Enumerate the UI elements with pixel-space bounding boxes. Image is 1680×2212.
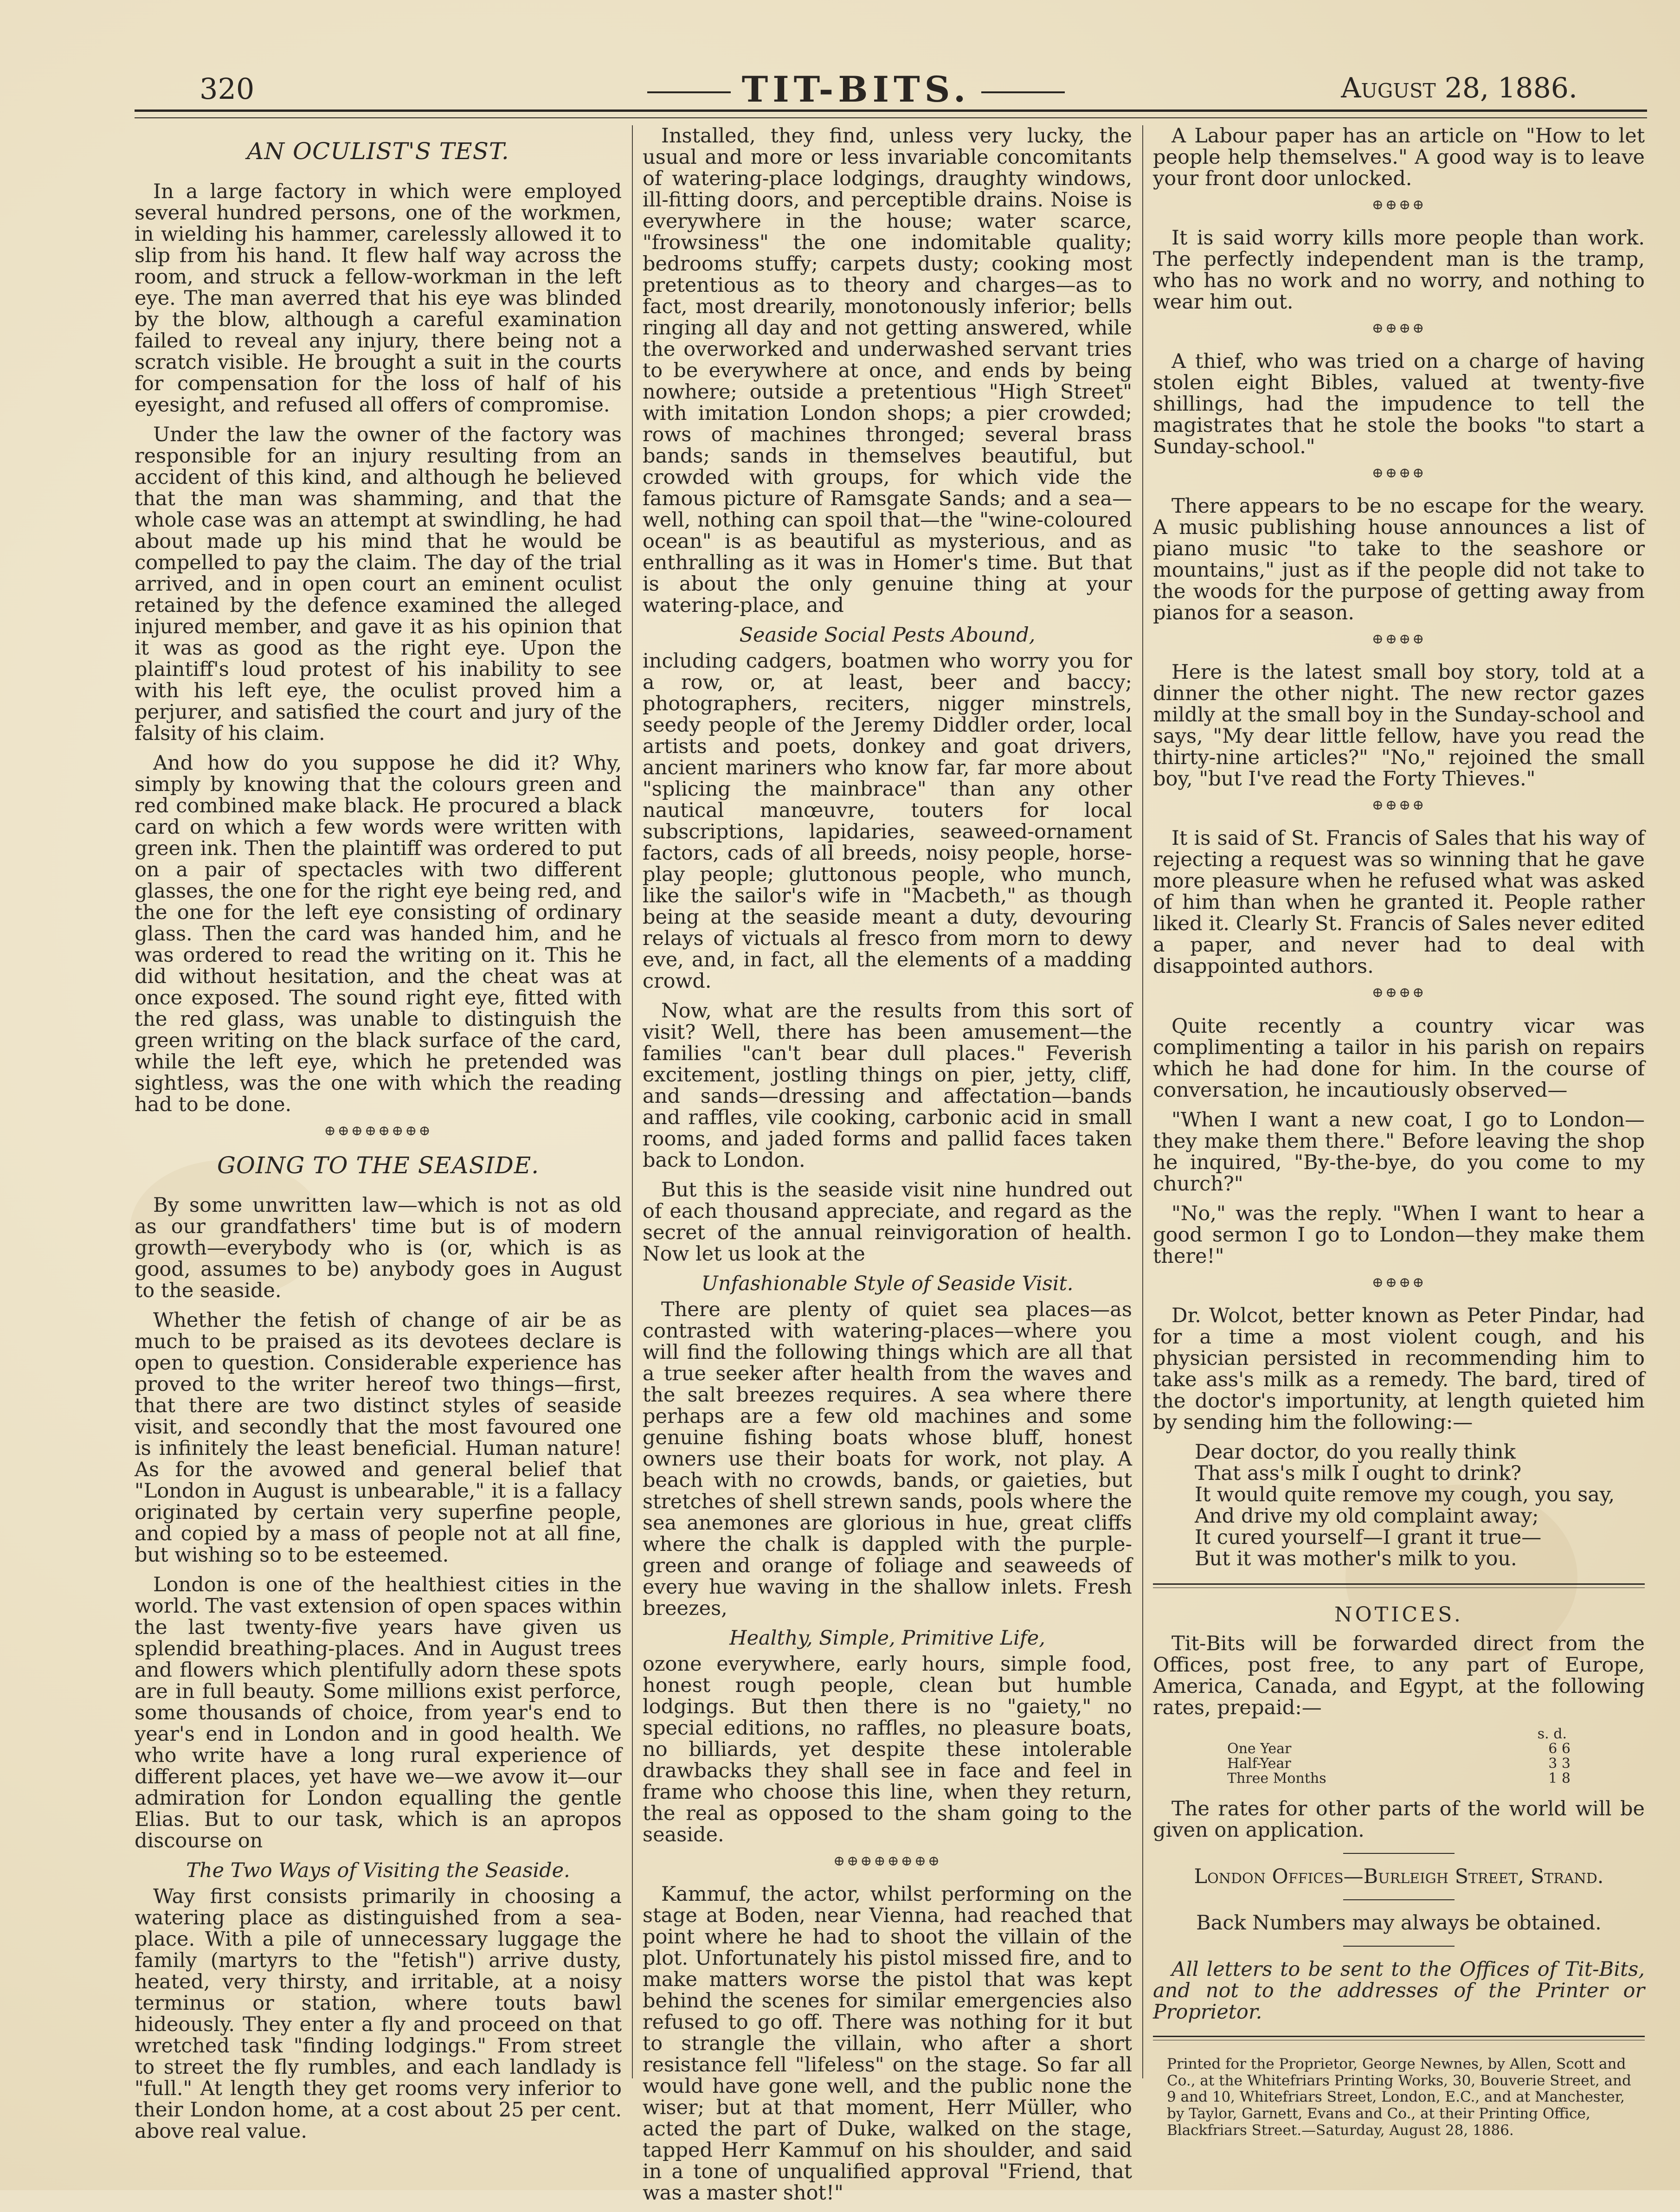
paragraph: Here is the latest small boy story, told at a dinner the other night. The new rector gazes mildly at the small boy in the Sunday-school and says, "My dear little fellow, have you read the thirty-nine articles?" "No," rejoined the small boy, "but I've read the Forty Thieves.": [1153, 661, 1645, 791]
ornament-divider: ⊕⊕⊕⊕: [1371, 1274, 1426, 1291]
article-title: AN OCULIST'S TEST.: [247, 138, 509, 165]
rate-value: 3 3: [1548, 1755, 1571, 1772]
paragraph: There are plenty of quiet sea places—as contrasted with watering-places—where you will find the following things which are all that a true seeker after health from the waves and the salt breezes requires. A sea where there perhaps are a few old machines and some genuine fishing boats whose bluff, honest owners use their boats for work, not play. A beach with no crowds, bands, or gaieties, but stretches of shell strewn sands, pools where the sea anemones are glorious in hue, great cliffs where the chalk is dappled with the purple-green and orange of foliage and seaweeds of every hue waving in the shallow inlets. Fresh breezes,: [643, 1298, 1132, 1620]
subheading: Healthy, Simple, Primitive Life,: [729, 1627, 1045, 1650]
column-1: [135, 125, 622, 2150]
paragraph: Quite recently a country vicar was complimenting a tailor in his parish on repairs which he had done for him. In the course of conversation, he incautiously observed—: [1153, 1014, 1645, 1102]
ornament-divider: ⊕⊕⊕⊕: [1371, 797, 1426, 814]
paragraph: A thief, who was tried on a charge of having stolen eight Bibles, valued at twenty-five shillings, had the impudence to tell the magistrates that he stole the books "to start a Sunday-school.": [1153, 350, 1645, 459]
notices-back-numbers: Back Numbers may always be obtained.: [1196, 1911, 1602, 1935]
issue-date: August 28, 1886.: [1341, 72, 1577, 104]
printer-imprint: Printed for the Proprietor, George Newnes, by Allen, Scott and Co., at the Whitefriars Printing Works, 30, Bouverie Street, and 9 and 10, Whitefriars Street, London, E.C., and at Manchester, by Taylor, Garnett, Evans and Co., at their Printing Office, Blackfriars Street.—Saturday, August 28, 1886.: [1167, 2056, 1631, 2139]
short-rule: [1343, 1853, 1455, 1854]
rates-table: [1227, 1727, 1571, 1786]
paragraph: By some unwritten law—which is not as old as our grandfathers' time but is of modern growth—everybody who is (or, which is as good, assumes to be) anybody goes in August to the seaside.: [135, 1194, 622, 1303]
paragraph: It is said of St. Francis of Sales that his way of rejecting a request was so winning that he gave more pleasure when he refused what was asked of him than when he granted it. People rather liked it. Clearly St. Francis of Sales never edited a paper, and never had to deal with disappointed authors.: [1153, 827, 1645, 978]
poem-line: And drive my old complaint away;: [1195, 1504, 1539, 1528]
column-rule: [632, 125, 633, 2078]
subheading: The Two Ways of Visiting the Seaside.: [186, 1859, 570, 1883]
article-title: GOING TO THE SEASIDE.: [217, 1151, 540, 1179]
rate-value: 1 8: [1548, 1770, 1571, 1787]
notices-other-rates: The rates for other parts of the world will be given on application.: [1153, 1797, 1645, 1842]
notices-offices: London Offices—Burleigh Street, Strand.: [1194, 1865, 1604, 1889]
rates-header: s. d.: [1537, 1725, 1567, 1742]
page-number: 320: [200, 72, 255, 106]
title-dash: [647, 91, 731, 93]
section-rule: [1153, 1583, 1645, 1588]
short-rule: [1343, 1946, 1455, 1947]
ornament-divider: ⊕⊕⊕⊕⊕⊕⊕⊕: [833, 1853, 942, 1869]
rate-value: 6 6: [1548, 1740, 1571, 1757]
masthead-title: TIT-BITS.: [741, 69, 971, 110]
ornament-divider: ⊕⊕⊕⊕: [1371, 465, 1426, 482]
paragraph: It is said worry kills more people than work. The perfectly independent man is the tramp, who has no work and no worry, and nothing to wear him out.: [1153, 226, 1645, 314]
paragraph: Whether the fetish of change of air be as much to be praised as its devotees declare is open to question. Considerable experience has proved to the writer hereof two things—first, that there are two distinct styles of seaside visit, and secondly that the most favoured one is infinitely the least beneficial. Human nature! As for the avowed and general belief that "London in August is unbearable," it is a fallacy originated by certain very superfine people, and copied by a mass of people not at all fine, but wishing so to be esteemed.: [135, 1309, 622, 1567]
ornament-divider: ⊕⊕⊕⊕: [1371, 631, 1426, 648]
paragraph: "When I want a new coat, I go to London—they make them there." Before leaving the shop he inquired, "By-the-bye, do you come to my church?": [1153, 1108, 1645, 1196]
short-rule: [1343, 1899, 1455, 1900]
column-3: [1153, 125, 1645, 2147]
paragraph: including cadgers, boatmen who worry you for a row, or, at least, beer and baccy; photographers, reciters, nigger minstrels, seedy people of the Jeremy Diddler order, local artists and poets, donkey and goat drivers, ancient mariners who know far, far more about "splicing the mainbrace" than any other nautical manœuvre, touters for local subscriptions, lapidaries, seaweed-ornament factors, cads of all breeds, noisy people, horse-play people; gluttonous people, who munch, like the sailor's wife in "Macbeth," as though being at the seaside meant a duty, devouring relays of victuals al fresco from morn to dewy eve, and, in fact, all the elements of a madding crowd.: [643, 649, 1132, 993]
notices-title: NOTICES.: [1334, 1602, 1463, 1627]
ornament-divider: ⊕⊕⊕⊕: [1371, 320, 1426, 337]
paragraph: There appears to be no escape for the weary. A music publishing house announces a list of piano music "to take to the seashore or mountains," just as if the people did not take to the woods for the purpose of getting away from pianos for a season.: [1153, 495, 1645, 625]
subheading: Unfashionable Style of Seaside Visit.: [701, 1272, 1074, 1295]
poem: [1195, 1441, 1645, 1569]
column-rule: [1142, 125, 1143, 2078]
paragraph: Under the law the owner of the factory was responsible for an injury resulting from an accident of this kind, and although he believed that the man was shamming, and that the whole case was an attempt at swindling, he had about made up his mind that he would be compelled to pay the claim. The day of the trial arrived, and in open court an eminent oculist retained by the defence examined the alleged injured member, and gave it as his opinion that it was as good as the right eye. Upon the plaintiff's loud protest of his inability to see with his left eye, the oculist proved him a perjurer, and satisfied the court and jury of the falsity of his claim.: [135, 423, 622, 745]
poem-line: It cured yourself—I grant it true—: [1195, 1525, 1542, 1549]
paragraph: Kammuf, the actor, whilst performing on the stage at Boden, near Vienna, had reached that point where he had to shoot the villain of the plot. Unfortunately his pistol missed fire, and to make matters worse the pistol that was kept behind the scenes for similar emergencies also refused to go off. There was nothing for it but to strangle the villain, who after a short resistance fell "lifeless" on the stage. So far all would have gone well, and the public none the wiser; but at that moment, Herr Müller, who acted the part of Duke, walked on the stage, tapped Herr Kammuf on his shoulder, and said in a tone of unqualified approval "Friend, that was a master shot!": [643, 1883, 1132, 2205]
rate-label: Three Months: [1227, 1770, 1326, 1787]
rate-label: Half-Year: [1227, 1755, 1291, 1772]
header-rule: [135, 109, 1647, 118]
paragraph: Way first consists primarily in choosing a watering place as distinguished from a sea-place. With a pile of unnecessary luggage the family (martyrs to the "fetish") arrive dusty, heated, very thirsty, and irritable, at a noisy terminus or station, where touts bawl hideously. They enter a fly and proceed on that wretched task "finding lodgings." From street to street the fly rumbles, and each landlady is "full." At length they get rooms very inferior to their London home, at a cost about 25 per cent. above real value.: [135, 1885, 622, 2143]
section-rule: [1153, 2036, 1645, 2040]
poem-line: Dear doctor, do you really think: [1195, 1440, 1516, 1464]
title-dash: [981, 91, 1065, 93]
column-2: [643, 125, 1132, 2212]
ornament-divider: ⊕⊕⊕⊕: [1371, 197, 1426, 213]
rate-row: [1227, 1756, 1571, 1771]
poem-line: But it was mother's milk to you.: [1195, 1547, 1517, 1570]
paragraph: ozone everywhere, early hours, simple food, honest rough people, clean but humble lodgings. But then there is no "gaiety," no special editions, no raffles, no pleasure boats, no billiards, yet despite these intolerable drawbacks they shall see in face and feel in frame who choose this line, when they return, the real as opposed to the sham going to the seaside.: [643, 1653, 1132, 1846]
page-header: [135, 56, 1577, 110]
notices-letters: All letters to be sent to the Offices of Tit-Bits, and not to the addresses of the Printer or Proprietor.: [1153, 1958, 1645, 2024]
paragraph: Dr. Wolcot, better known as Peter Pindar, had for a time a most violent cough, and his physician persisted in recommending him to take ass's milk as a remedy. The bard, tired of the doctor's importunity, at length quieted him by sending him the following:—: [1153, 1304, 1645, 1434]
paragraph: But this is the seaside visit nine hundred out of each thousand appreciate, and regard as the secret of the annual reinvigoration of health. Now let us look at the: [643, 1178, 1132, 1266]
paragraph: London is one of the healthiest cities in the world. The vast extension of open spaces within the last twenty-five years have given us splendid breathing-places. And in August trees and flowers which plentifully adorn these spots are in full beauty. Some millions exist perforce, some thousands of choice, from year's end to year's end in London and in good health. We who write have a long rural experience of different places, yet have we—we avow it—our admiration for London equalling the gentle Elias. But to our task, which is an apropos discourse on: [135, 1573, 622, 1853]
rate-label: One Year: [1227, 1740, 1292, 1757]
paragraph: "No," was the reply. "When I want to hear a good sermon I go to London—they make them there!": [1153, 1202, 1645, 1268]
ornament-divider: ⊕⊕⊕⊕⊕⊕⊕⊕: [324, 1122, 432, 1139]
poem-line: It would quite remove my cough, you say,: [1195, 1483, 1615, 1506]
paragraph: And how do you suppose he did it? Why, simply by knowing that the colours green and red combined make black. He procured a black card on which a few words were written with green ink. Then the plaintiff was ordered to put on a pair of spectacles with two different glasses, the one for the right eye being red, and the one for the left eye consisting of ordinary glass. Then the card was handed him, and he was ordered to read the writing on it. This he did without hesitation, and the cheat was at once exposed. The sound right eye, fitted with the red glass, was unable to distinguish the green writing on the black surface of the card, while the left eye, which he pretended was sightless, was the one with which the reading had to be done.: [135, 751, 622, 1116]
ornament-divider: ⊕⊕⊕⊕: [1371, 984, 1426, 1001]
paragraph: In a large factory in which were employed several hundred persons, one of the workmen, in wielding his hammer, carelessly allowed it to slip from his hand. It flew half way across the room, and struck a fellow-workman in the left eye. The man averred that his eye was blinded by the blow, although a careful examination failed to reveal any injury, there being not a scratch visible. He brought a suit in the courts for compensation for the loss of half of his eyesight, and refused all offers of compromise.: [135, 180, 622, 417]
rate-row: [1227, 1742, 1571, 1756]
paragraph: Now, what are the results from this sort of visit? Well, there has been amusement—the families "can't bear dull places." Feverish excitement, jostling things on pier, jetty, cliff, and sands—dressing and affectation—bands and raffles, vile cooking, carbonic acid in small rooms, and jaded forms and pallid faces taken back to London.: [643, 999, 1132, 1172]
rate-row: [1227, 1771, 1571, 1786]
notices-intro: Tit-Bits will be forwarded direct from the Offices, post free, to any part of Europe, America, Canada, and Egypt, at the following rates, prepaid:—: [1153, 1632, 1645, 1719]
poem-line: That ass's milk I ought to drink?: [1195, 1461, 1522, 1485]
paragraph: A Labour paper has an article on "How to let people help themselves." A good way is to leave your front door unlocked.: [1153, 124, 1645, 190]
paragraph: Installed, they find, unless very lucky, the usual and more or less invariable concomitants of watering-place lodgings, draughty windows, ill-fitting doors, and perceptible drains. Noise is everywhere in the house; water scarce, "frowsiness" the one indomitable quality; bedrooms stuffy; carpets dusty; cooking most pretentious as to theory and charges—as to fact, most drearily, monotonously inferior; bells ringing all day and not getting answered, while the overworked and underwashed servant tries to be everywhere at once, and ends by being nowhere; outside a pretentious "High Street" with imitation London shops; a pier crowded; rows of machines thronged; several brass bands; sands in themselves beautiful, but crowded with groups, for which vide the famous picture of Ramsgate Sands; and a sea—well, nothing can spoil that—the "wine-coloured ocean" is as beautiful as mysterious, and as enthralling as it was in Homer's time. But that is about the only genuine thing at your watering-place, and: [643, 124, 1132, 617]
subheading: Seaside Social Pests Abound,: [739, 624, 1036, 647]
